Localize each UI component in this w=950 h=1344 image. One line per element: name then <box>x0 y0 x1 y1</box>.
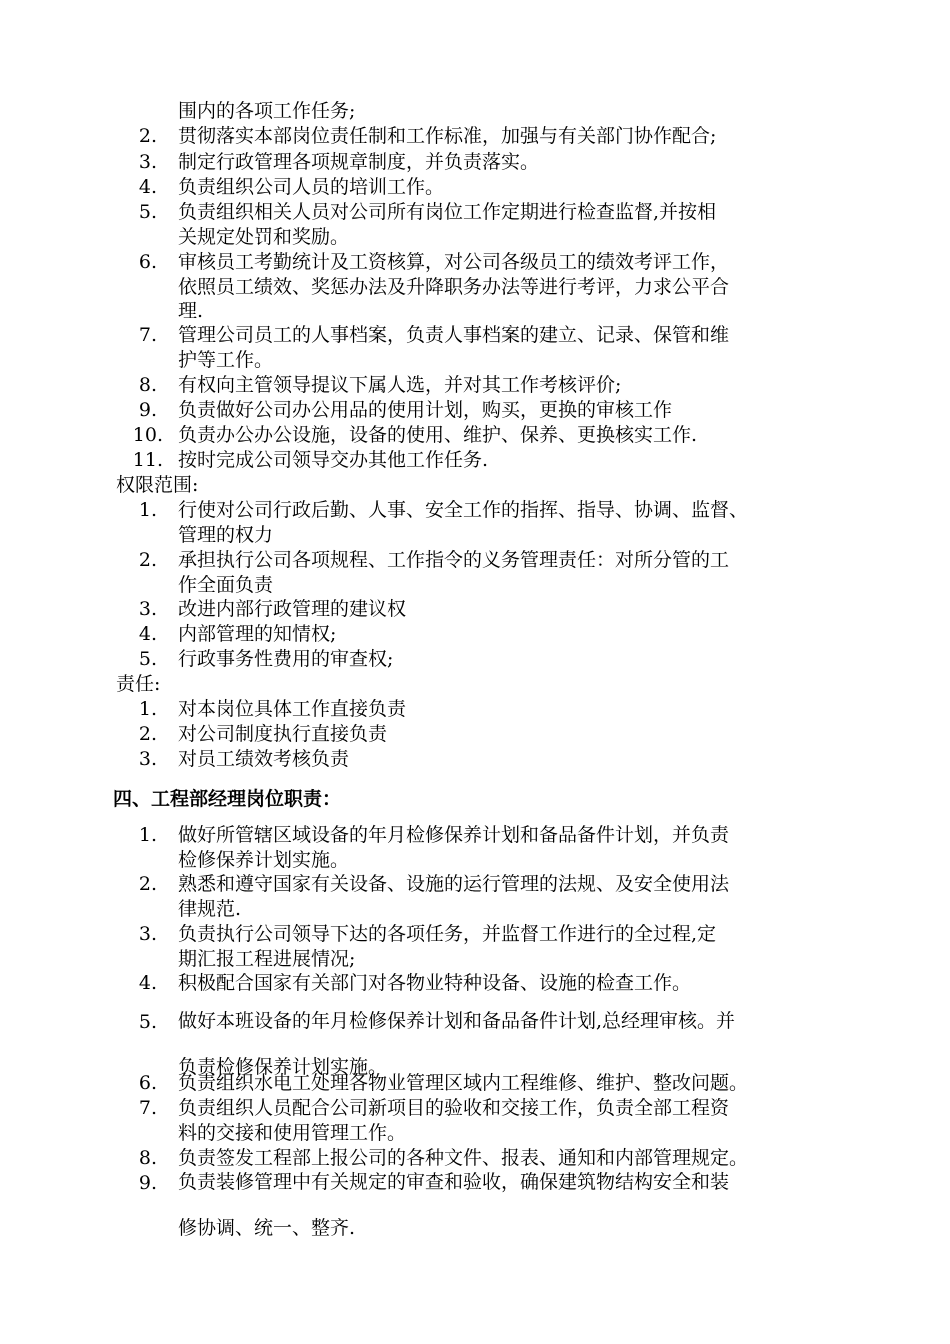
item-text: 对本岗位具体工作直接负责 <box>178 698 407 720</box>
item-number: 3. <box>138 923 157 945</box>
item-number: 2. <box>138 873 157 895</box>
item-text: 制定行政管理各项规章制度，并负责落实。 <box>178 151 540 173</box>
item-number: 7. <box>138 324 157 346</box>
item-number: 2. <box>138 125 157 147</box>
responsibility-heading: 责任: <box>116 673 161 695</box>
item-number: 4. <box>138 176 157 198</box>
item-text: 承担执行公司各项规程、工作指令的义务管理责任：对所分管的工 作全面负责 <box>178 549 730 596</box>
item-text: 审核员工考勤统计及工资核算，对公司各级员工的绩效考评工作， 依照员工绩效、奖惩办法及升降职务办法等进行考评，力求公平合 理. <box>178 251 730 322</box>
item-number: 10. <box>132 424 163 446</box>
section-heading: 四、工程部经理岗位职责： <box>113 788 342 810</box>
item-number: 3. <box>138 748 157 770</box>
item-number: 1. <box>138 499 157 521</box>
item-text: 负责执行公司领导下达的各项任务，并监督工作进行的全过程,定 期汇报工程进展情况; <box>178 923 717 970</box>
item-text: 负责装修管理中有关规定的审查和验收，确保建筑物结构安全和装 修协调、统一、整齐. <box>178 1171 730 1239</box>
item-number: 6. <box>138 1072 157 1094</box>
authority-heading: 权限范围: <box>116 474 199 496</box>
item-text: 做好本班设备的年月检修保养计划和备品备件计划,总经理审核。并 负责检修保养计划实施。 <box>178 1010 736 1078</box>
item-number: 6. <box>138 251 157 273</box>
item-number: 3. <box>138 598 157 620</box>
item-text: 负责签发工程部上报公司的各种文件、报表、通知和内部管理规定。 <box>178 1147 749 1169</box>
item-number: 11. <box>132 449 163 471</box>
item-number: 1. <box>138 824 157 846</box>
item-number: 8. <box>138 374 157 396</box>
item-text: 贯彻落实本部岗位责任制和工作标准，加强与有关部门协作配合; <box>178 125 717 147</box>
item-number: 8. <box>138 1147 157 1169</box>
item-text: 负责组织水电工处理各物业管理区域内工程维修、维护、整改问题。 <box>178 1072 749 1094</box>
item-text: 有权向主管领导提议下属人选，并对其工作考核评价; <box>178 374 622 396</box>
item-number: 2. <box>138 549 157 571</box>
item-text: 行使对公司行政后勤、人事、安全工作的指挥、指导、协调、监督、 管理的权力 <box>178 499 749 546</box>
item-number: 7. <box>138 1097 157 1119</box>
item-text: 改进内部行政管理的建议权 <box>178 598 407 620</box>
item-text: 熟悉和遵守国家有关设备、设施的运行管理的法规、及安全使用法 律规范. <box>178 873 730 920</box>
item-text: 管理公司员工的人事档案，负责人事档案的建立、记录、保管和维 护等工作。 <box>178 324 730 371</box>
item-text: 行政事务性费用的审查权; <box>178 648 394 670</box>
item-text: 对公司制度执行直接负责 <box>178 723 388 745</box>
item-text: 按时完成公司领导交办其他工作任务. <box>178 449 489 471</box>
item-number: 5. <box>138 648 157 670</box>
item-number: 5. <box>138 201 157 223</box>
item-number: 3. <box>138 151 157 173</box>
item-text: 对员工绩效考核负责 <box>178 748 350 770</box>
item-number: 2. <box>138 723 157 745</box>
item-number: 1. <box>138 698 157 720</box>
item-text: 负责组织相关人员对公司所有岗位工作定期进行检查监督,并按相 关规定处罚和奖励。 <box>178 201 717 248</box>
item-text: 负责办公办公设施，设备的使用、维护、保养、更换核实工作. <box>178 424 698 446</box>
item-number: 9. <box>138 1172 157 1194</box>
item-text: 负责组织公司人员的培训工作。 <box>178 176 445 198</box>
item-number: 9. <box>138 399 157 421</box>
item-number: 5. <box>138 1011 157 1033</box>
item-text: 负责组织人员配合公司新项目的验收和交接工作，负责全部工程资 料的交接和使用管理工作。 <box>178 1097 730 1144</box>
item-text: 围内的各项工作任务; <box>178 100 356 122</box>
item-text: 内部管理的知情权; <box>178 623 337 645</box>
item-text: 做好所管辖区域设备的年月检修保养计划和备品备件计划，并负责 检修保养计划实施。 <box>178 824 730 871</box>
item-number: 4. <box>138 972 157 994</box>
item-text: 负责做好公司办公用品的使用计划，购买，更换的审核工作 <box>178 399 673 421</box>
item-number: 4. <box>138 623 157 645</box>
item-text: 积极配合国家有关部门对各物业特种设备、设施的检查工作。 <box>178 972 692 994</box>
